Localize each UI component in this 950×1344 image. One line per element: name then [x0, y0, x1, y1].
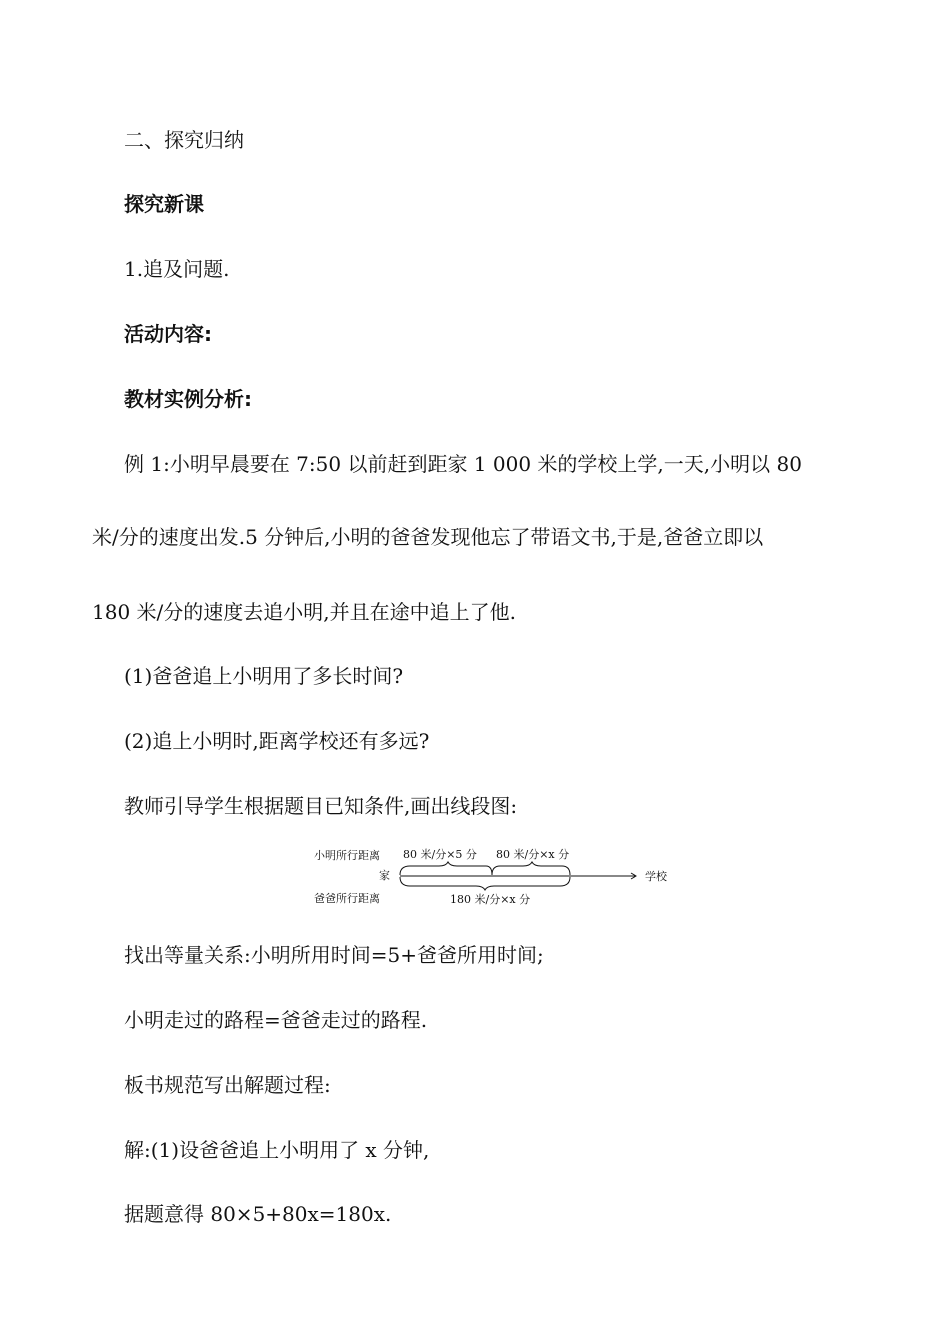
subheading: 探究新课	[124, 192, 204, 216]
segment-label-2: 80 米/分×x 分	[496, 848, 570, 861]
topic-title: 1.追及问题.	[124, 257, 230, 281]
board-instruction: 板书规范写出解题过程:	[124, 1073, 331, 1097]
brace-bottom	[400, 877, 570, 890]
question-1: (1)爸爸追上小明用了多长时间?	[124, 664, 404, 688]
example-line-3: 180 米/分的速度去追小明,并且在途中追上了他.	[92, 600, 516, 624]
label-dad-distance: 爸爸所行距离	[314, 892, 380, 905]
line-segment-diagram	[300, 842, 690, 912]
label-school: 学校	[645, 870, 667, 883]
question-2: (2)追上小明时,距离学校还有多远?	[124, 729, 430, 753]
example-line-1: 例 1:小明早晨要在 7:50 以前赶到距家 1 000 米的学校上学,一天,小明以 80	[124, 452, 802, 476]
solution-line-1: 解:(1)设爸爸追上小明用了 x 分钟,	[124, 1138, 430, 1162]
analysis-heading: 教材实例分析:	[124, 387, 252, 411]
brace-top-2	[492, 862, 570, 875]
example-line-2: 米/分的速度出发.5 分钟后,小明的爸爸发现他忘了带语文书,于是,爸爸立即以	[92, 525, 764, 549]
label-xiaoming-distance: 小明所行距离	[314, 849, 380, 862]
segment-label-dad: 180 米/分×x 分	[450, 893, 531, 906]
relation-line-2: 小明走过的路程=爸爸走过的路程.	[124, 1008, 428, 1032]
brace-top-1	[400, 862, 492, 875]
teacher-guide: 教师引导学生根据题目已知条件,画出线段图:	[124, 794, 518, 818]
segment-label-1: 80 米/分×5 分	[403, 848, 477, 861]
section-heading: 二、探究归纳	[124, 128, 244, 152]
label-home: 家	[379, 869, 390, 882]
solution-line-2: 据题意得 80×5+80x=180x.	[124, 1202, 392, 1226]
relation-line-1: 找出等量关系:小明所用时间=5+爸爸所用时间;	[124, 943, 544, 967]
activity-heading: 活动内容:	[124, 322, 212, 346]
